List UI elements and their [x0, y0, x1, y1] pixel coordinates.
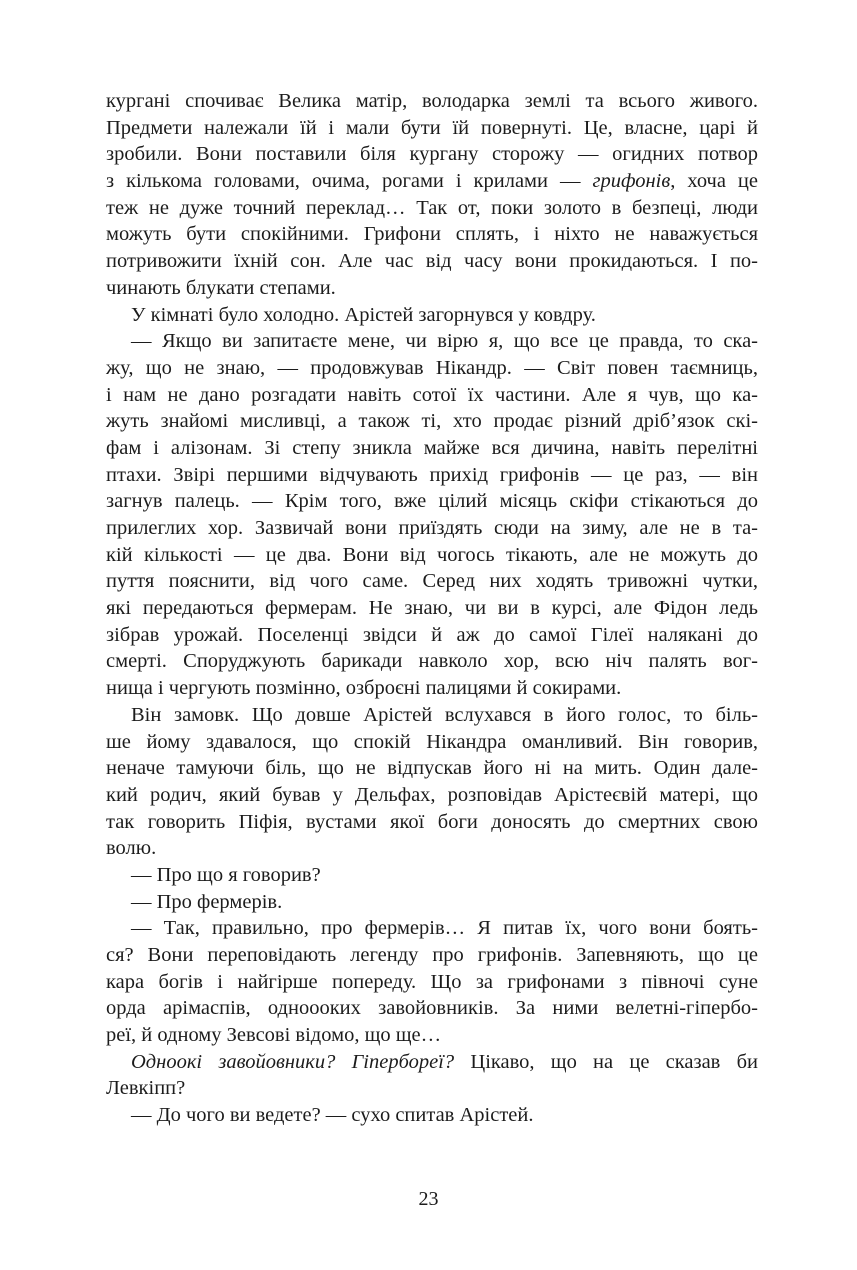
text-line: потривожити їхній сон. Але час від часу вони прокидаються. І по-: [106, 250, 758, 273]
text-line: так говорить Піфія, вустами якої боги доносять до смертних свою: [106, 810, 758, 833]
text-line: фам і алізонам. Зі степу зникла майже вся дичина, навіть перелітні: [106, 436, 758, 459]
text-line: волю.: [106, 837, 157, 860]
text-line: неначе тамуючи біль, що не відпускав його ні на мить. Один дале-: [106, 757, 758, 780]
text-line: загнув палець. — Крім того, вже цілий місяць скіфи стікаються до: [106, 490, 758, 513]
italic-phrase: Одноокі завойовники? Гіпербореї?: [131, 1050, 455, 1073]
text-line: [106, 1049, 758, 1076]
text-line: жу, що не знаю, — продовжував Нікандр. — Світ повен таємниць,: [106, 356, 758, 379]
text-line: зібрав урожай. Поселенці звідси й аж до самої Гілеї налякані до: [106, 623, 758, 646]
text-line: чинають блукати степами.: [106, 276, 336, 299]
text-line: — Так, правильно, про фермерів… Я питав їх, чого вони боять-: [131, 917, 758, 940]
text-line: — Про фермерів.: [131, 890, 283, 913]
text-line: Предмети належали їй і мали бути їй повернуті. Це, власне, царі й: [106, 116, 758, 139]
page-number: 23: [418, 1188, 439, 1210]
text-run: з кількома головами, очима, рогами і крилами —: [106, 170, 593, 193]
text-line: реї, й одному Зевсові відомо, що ще…: [106, 1024, 442, 1047]
text-line: птахи. Звірі першими відчувають прихід грифонів — це раз, — він: [106, 463, 758, 486]
text-line: прилеглих хор. Зазвичай вони приїздять сюди на зиму, але не в та-: [106, 517, 758, 539]
text-line: нища і чергують позмінно, озброєні палицями й сокирами.: [106, 677, 622, 700]
text-line: і нам не дано розгадати навіть сотої їх частини. Але я чув, що ка-: [106, 383, 758, 406]
text-line: можуть бути спокійними. Грифони сплять, і ніхто не наважується: [106, 223, 758, 246]
text-line: У кімнаті було холодно. Арістей загорнувся у ковдру.: [131, 303, 596, 326]
text-line: жуть знайомі мисливці, а також ті, хто продає різний дріб’язок скі-: [106, 410, 758, 433]
text-line: теж не дуже точний переклад… Так от, поки золото в безпеці, люди: [106, 196, 758, 219]
body-text: [106, 88, 758, 1129]
text-line: які передаються фермерам. Не знаю, чи ви в курсі, але Фідон ледь: [106, 597, 758, 620]
text-line: — Якщо ви запитаєте мене, чи вірю я, що все це правда, то ска-: [131, 330, 758, 353]
italic-phrase: грифонів: [592, 170, 671, 193]
text-line: орда арімаспів, одноооких завойовників. За ними велетні-гіпербо-: [106, 997, 758, 1020]
text-line: — Про що я говорив?: [131, 863, 321, 886]
text-line: ся? Вони переповідають легенду про грифонів. Запевняють, що це: [106, 944, 758, 966]
text-line: — До чого ви ведете? — сухо спитав Арістей.: [131, 1104, 534, 1127]
text-line: зробили. Вони поставили біля кургану сторожу — огидних потвор: [106, 143, 758, 166]
text-line: пуття пояснити, від чого саме. Серед них ходять тривожні чутки,: [106, 570, 758, 593]
text-line: [106, 168, 758, 195]
text-line: ше йому здавалося, що спокій Нікандра оманливий. Він говорив,: [106, 730, 758, 753]
text-line: Левкіпп?: [106, 1077, 186, 1100]
text-line: Він замовк. Що довше Арістей вслухався в його голос, то біль-: [131, 703, 758, 726]
text-line: кій кількості — це два. Вони від чогось тікають, але не можуть до: [106, 543, 758, 566]
text-line: кургані спочиває Велика матір, володарка землі та всього живого.: [106, 90, 758, 112]
text-run: , хоча це: [670, 170, 758, 193]
text-line: кара богів і найгірше попереду. Що за грифонами з півночі суне: [106, 970, 758, 993]
text-run: Цікаво, що на це сказав би: [454, 1050, 758, 1073]
text-line: смерті. Споруджують барикади навколо хор, всю ніч палять вог-: [106, 650, 758, 673]
text-line: кий родич, який бував у Дельфах, розповідав Арістеєвій матері, що: [106, 783, 758, 806]
